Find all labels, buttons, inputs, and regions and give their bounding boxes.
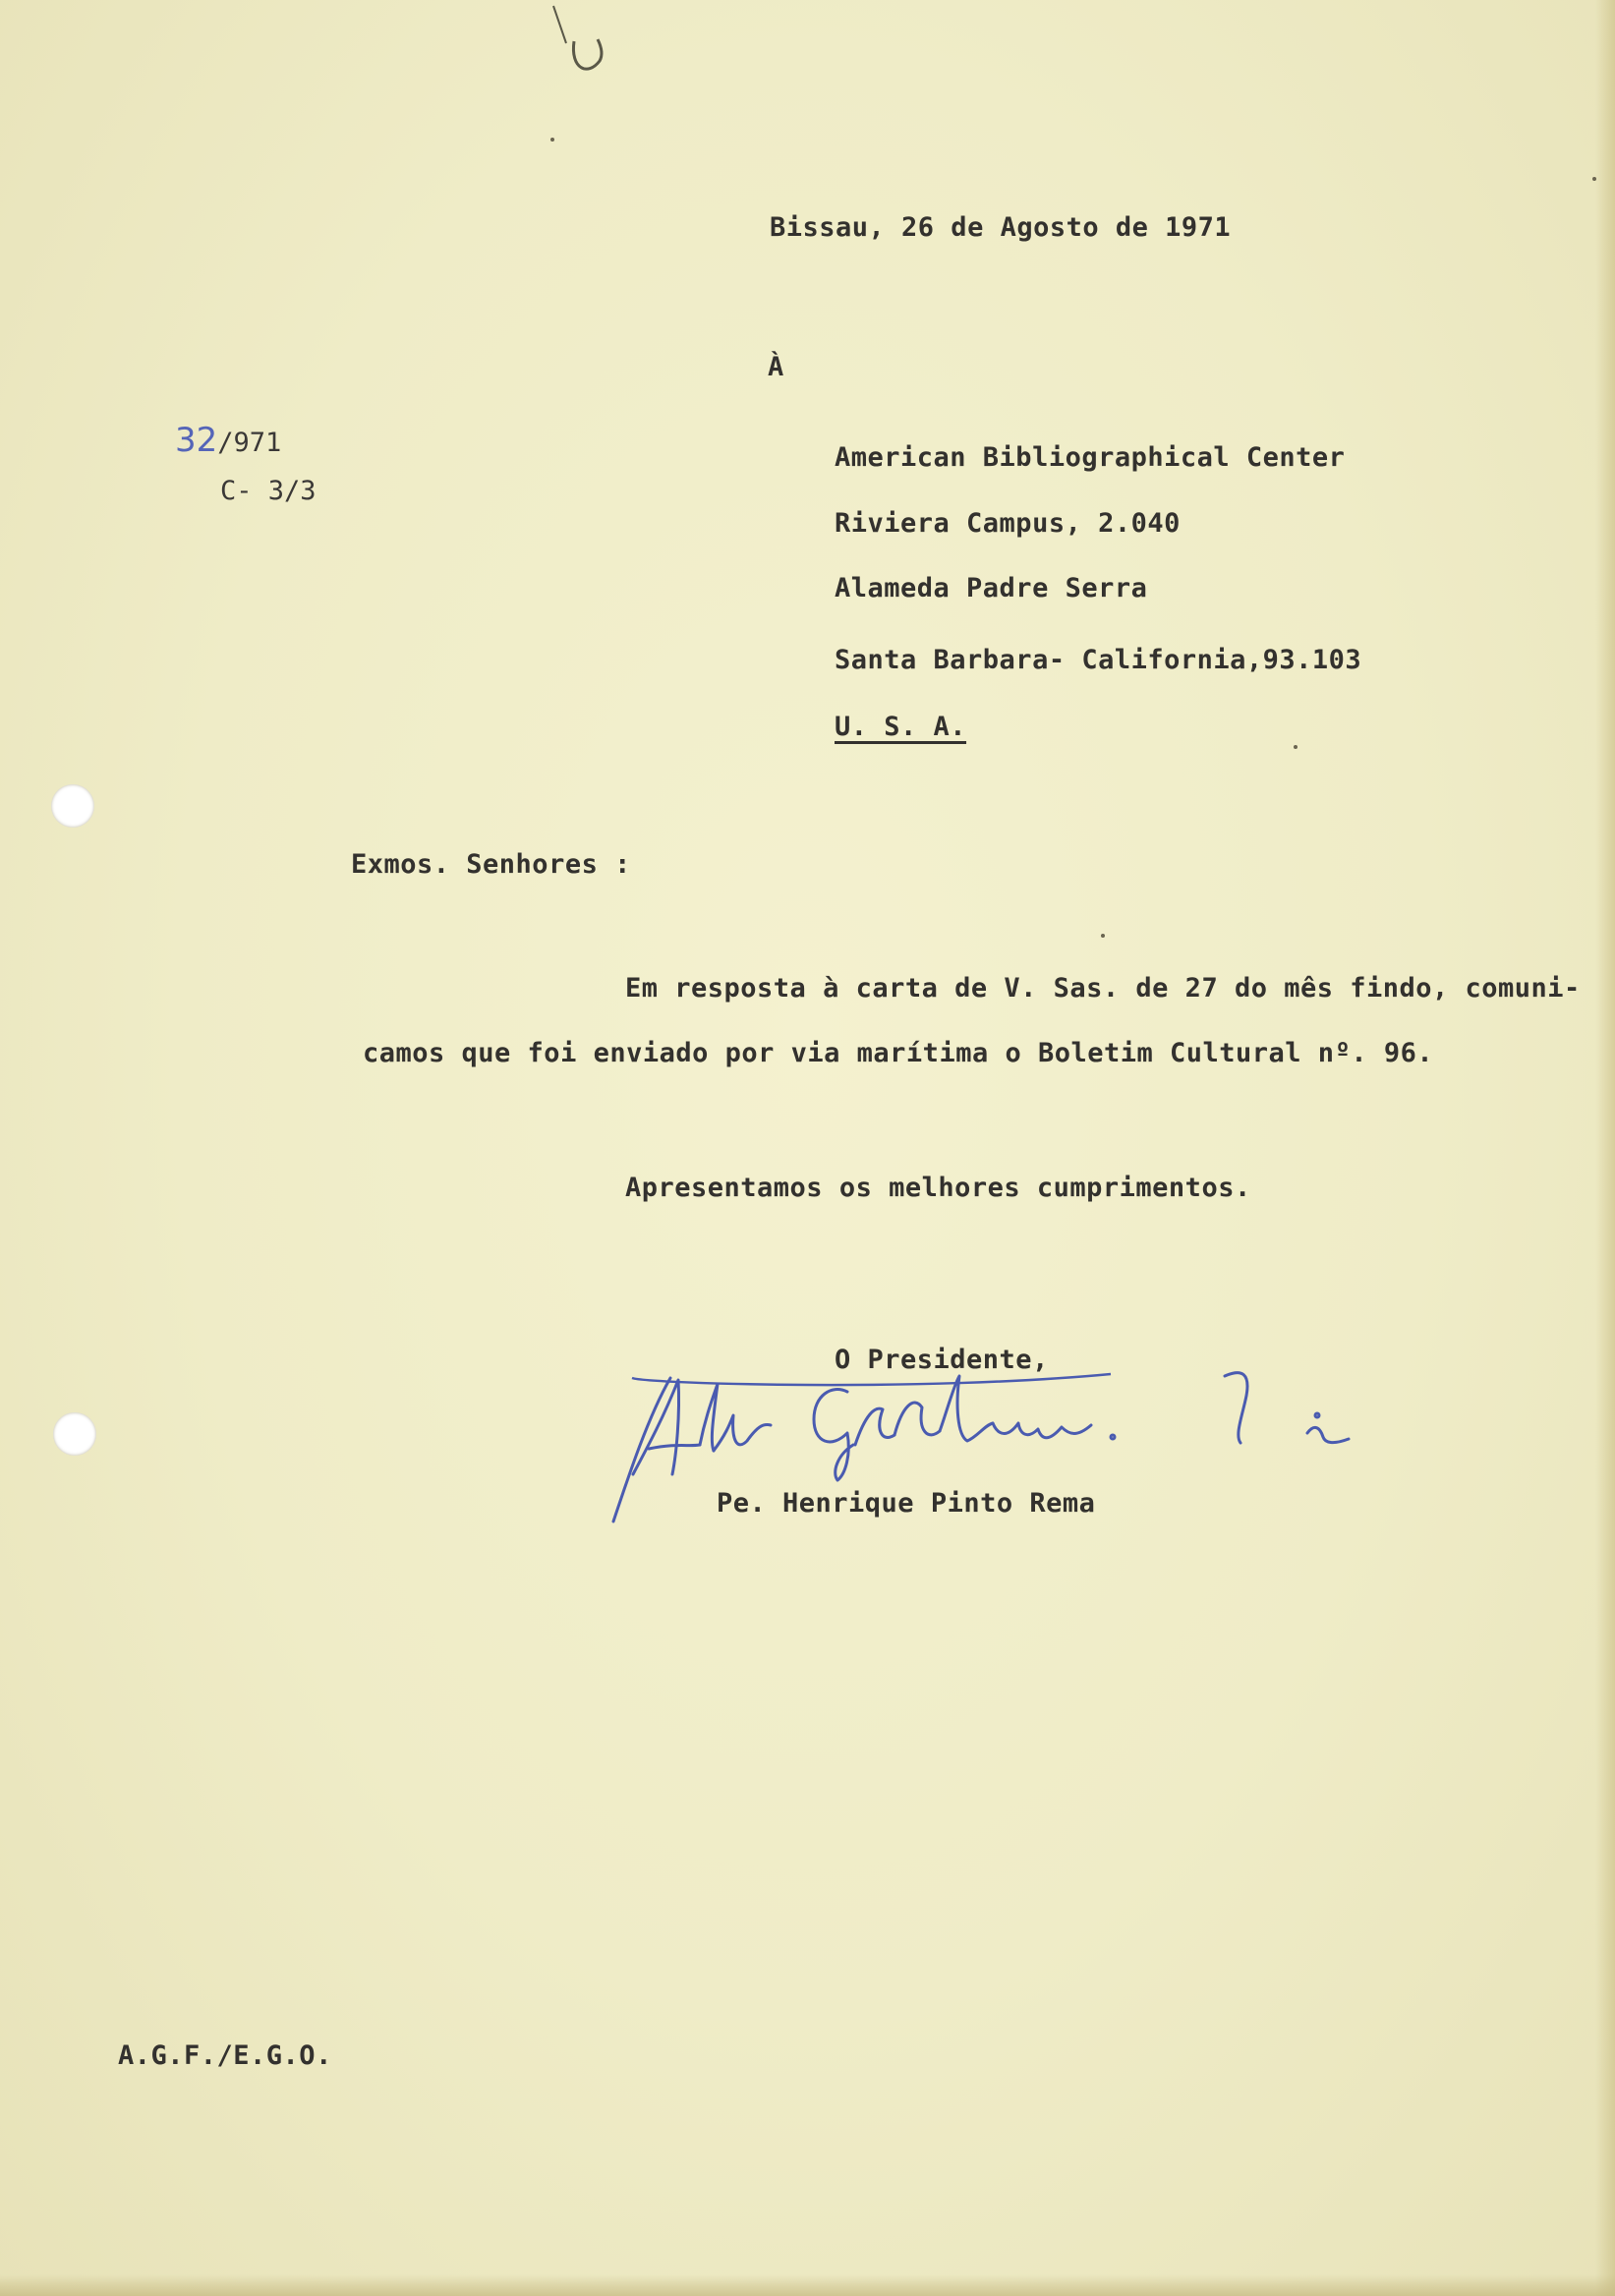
signatory-name: Pe. Henrique Pinto Rema bbox=[717, 1488, 1096, 1519]
reference-year: /971 bbox=[217, 428, 282, 458]
salutation: Exmos. Senhores : bbox=[351, 849, 631, 880]
body-line: camos que foi enviado por via marítima o Boletim Cultural nº. 96. bbox=[363, 1038, 1434, 1068]
recipient-line: American Bibliographical Center bbox=[835, 442, 1346, 473]
recipient-line: Riviera Campus, 2.040 bbox=[835, 508, 1181, 539]
file-code: C- 3/3 bbox=[220, 476, 317, 506]
recipient-line: Santa Barbara- California,93.103 bbox=[835, 645, 1362, 675]
recipient-country: U. S. A. bbox=[835, 712, 967, 742]
closing-line: Apresentamos os melhores cumprimentos. bbox=[625, 1173, 1251, 1203]
to-marker: À bbox=[768, 352, 784, 382]
handwritten-reference: 32 bbox=[175, 421, 218, 460]
footer-initials: A.G.F./E.G.O. bbox=[118, 2040, 332, 2071]
signature-title: O Presidente, bbox=[835, 1345, 1049, 1375]
recipient-line: Alameda Padre Serra bbox=[835, 573, 1148, 603]
date-line: Bissau, 26 de Agosto de 1971 bbox=[770, 212, 1232, 243]
body-line: Em resposta à carta de V. Sas. de 27 do mês findo, comuni- bbox=[625, 973, 1581, 1004]
